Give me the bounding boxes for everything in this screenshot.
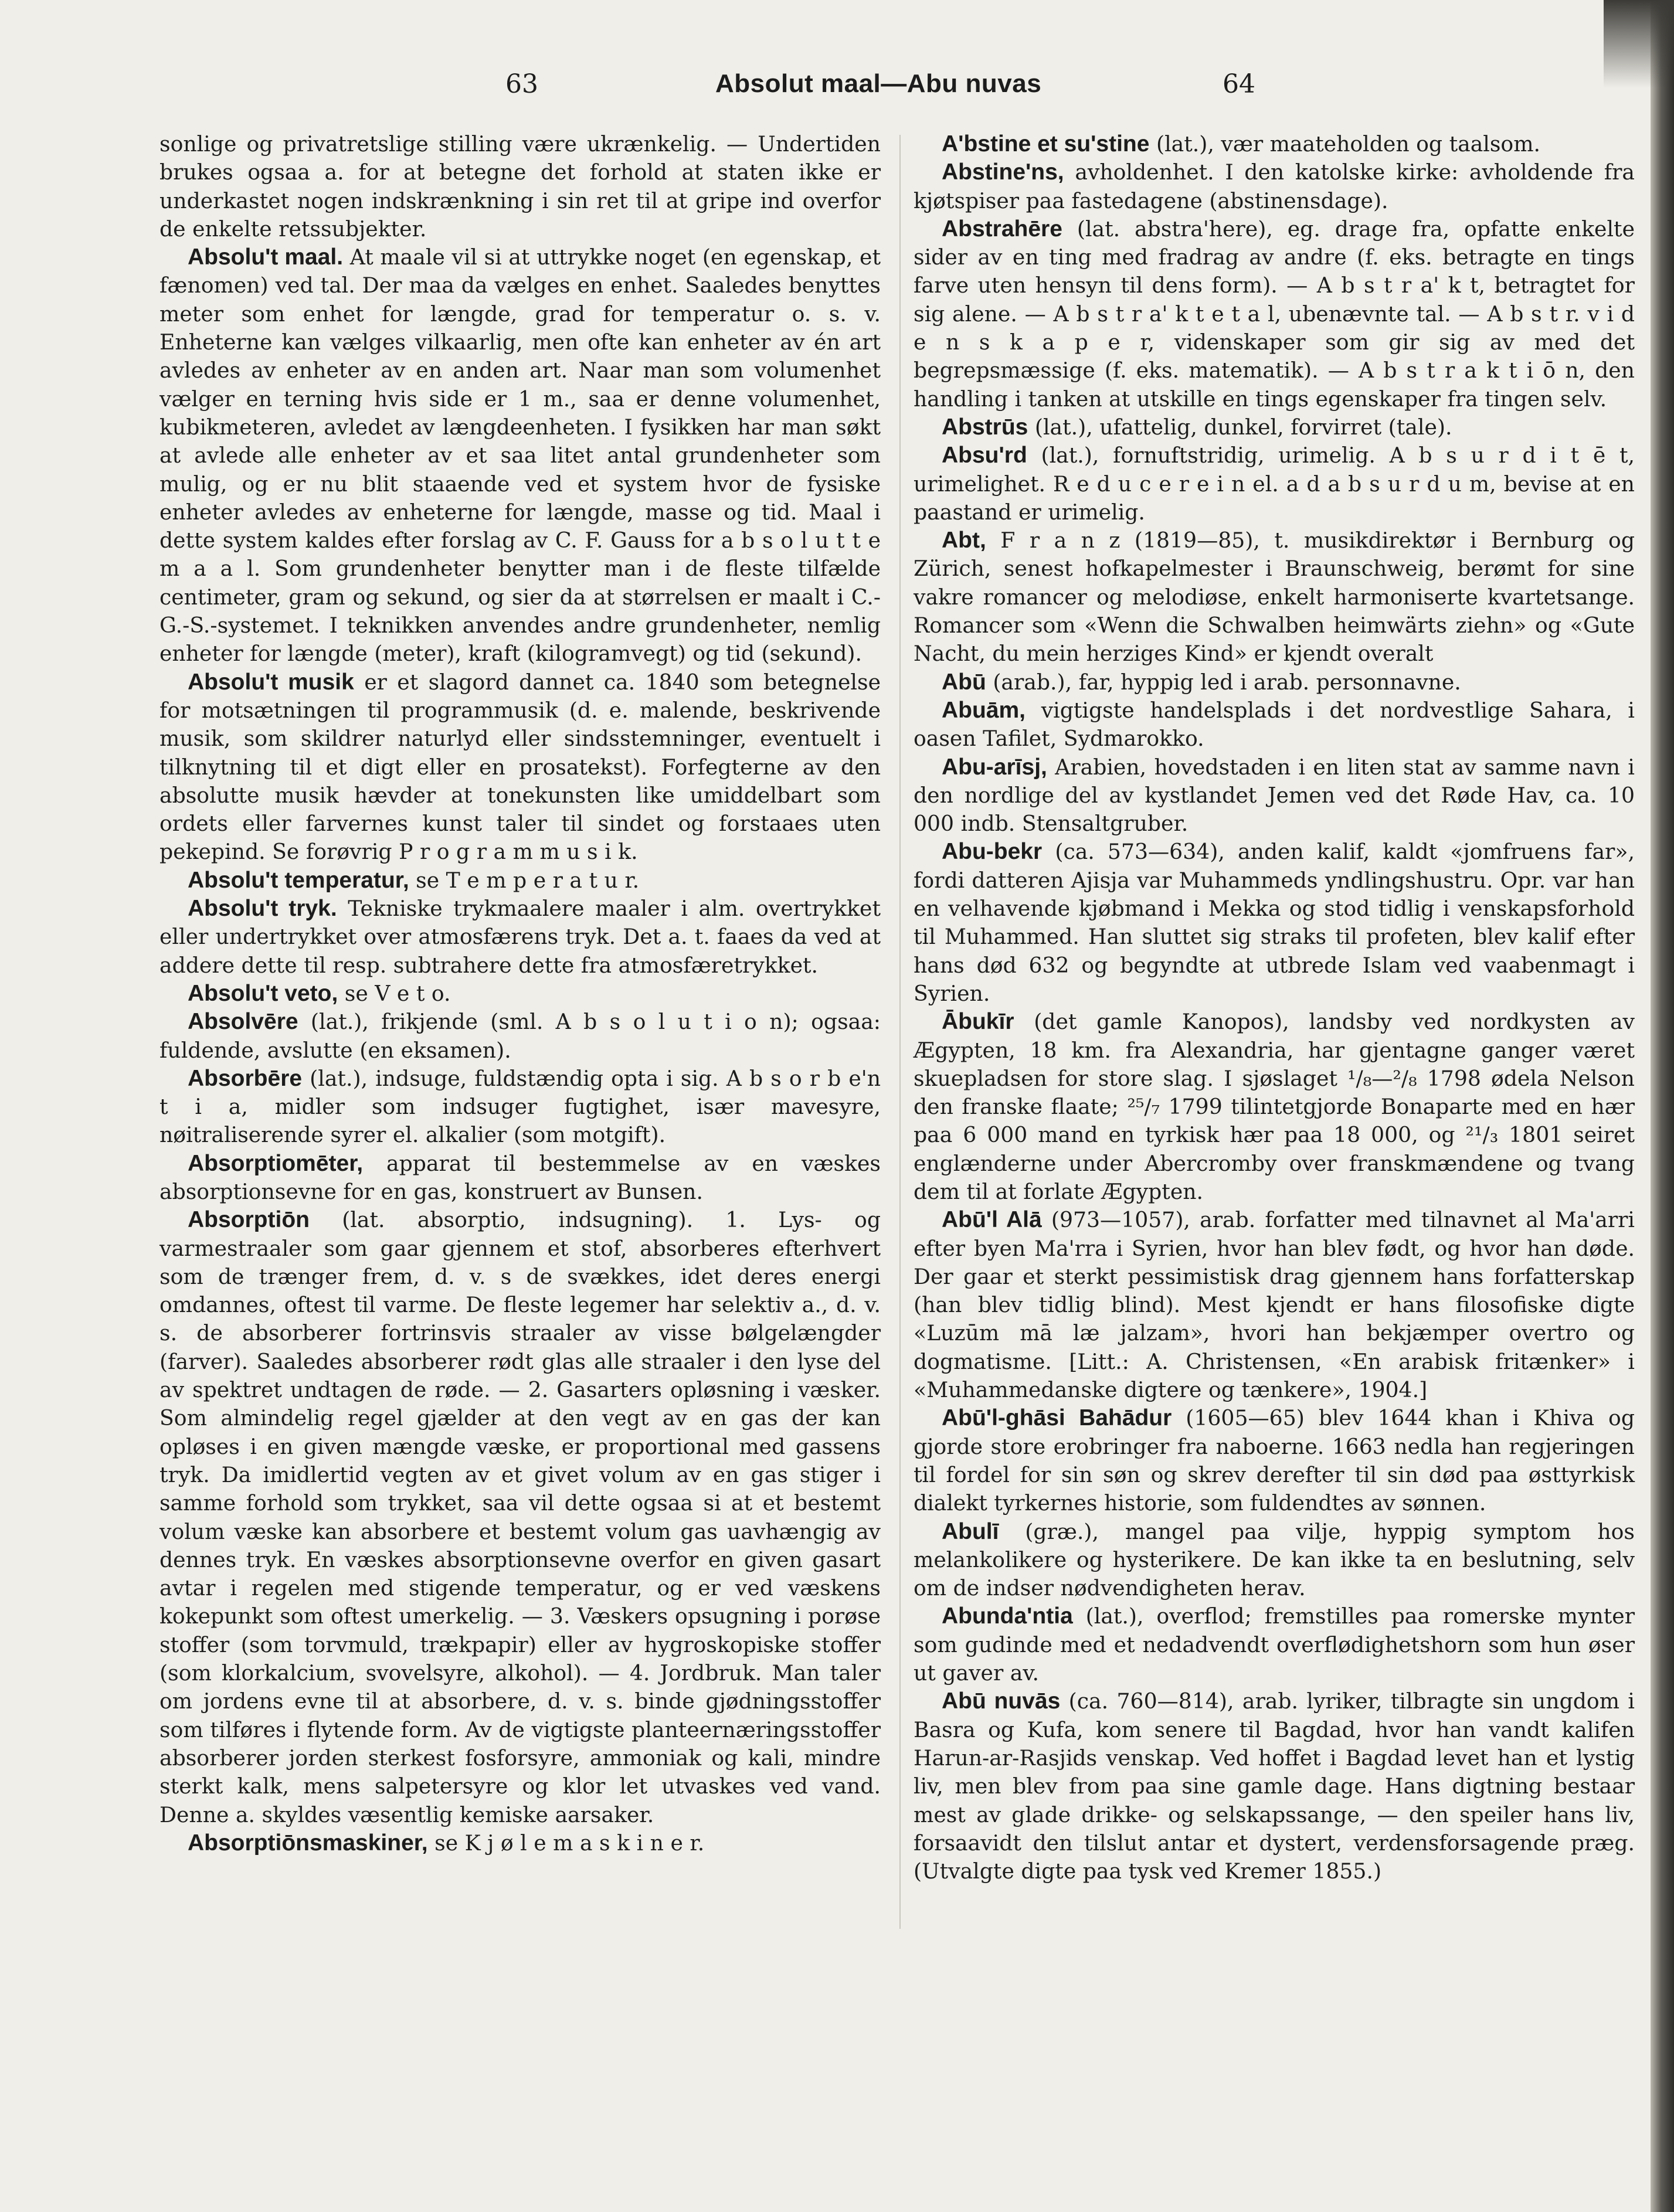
- dictionary-entry: [914, 441, 1635, 526]
- dictionary-entry: [159, 867, 881, 895]
- dictionary-entry: [914, 753, 1635, 838]
- entry-headword: Absorptiomēter,: [188, 1150, 364, 1176]
- entry-headword: Abū'l Alā: [942, 1207, 1042, 1233]
- entry-text: se T e m p e r a t u r.: [409, 867, 640, 893]
- entry-headword: Absolu't musik: [188, 669, 354, 695]
- entry-headword: Abū nuvās: [942, 1688, 1061, 1714]
- entry-text: se V e t o.: [338, 980, 451, 1006]
- entry-headword: Absolvēre: [188, 1009, 298, 1035]
- entry-text: (ca. 573—634), anden kalif, kaldt «jomfruens far», fordi datteren Ajisja var Muhammeds yndlingshustru. Opr. var han en velhavende kjøbmand i Mekka og stod tidlig i venskapsforhold til Muhammed. Han sluttet sig straks til profeten, blev kalif efter hans død 632 og begyndte at utbrede Islam ved vaabenmagt i Syrien.: [914, 839, 1635, 1006]
- entry-headword: Absolu't tryk.: [188, 896, 337, 922]
- page-edge-shadow: [1651, 0, 1674, 2212]
- entry-text: At maale vil si at uttrykke noget (en egenskap, et fænomen) ved tal. Der maa da vælges en enhet. Saaledes benyttes meter som enhet for længde, grad for temperatur o. s. v. Enheterne kan vælges vilkaarlig, men ofte kan enheter av én art avledes av enheter av en anden art. Naar man som volumenhet vælger en terning hvis side er 1 m., saa er denne volumenhet, kubikmeteren, avledet av længdeenheten. I fysikken har man søkt at avlede alle enheter av et saa litet antal grundenheter som mulig, og er nu blit staaende ved et system hvor de fysiske enheter avledes av enheterne for længde, masse og tid. Maal i dette system kaldes efter forslag av C. F. Gauss for a b s o l u t t e m a a l. Som grundenheter benytter man i de fleste tilfælde centimeter, gram og sekund, og sier da at størrelsen er maalt i C.-G.-S.-systemet. I teknikken anvendes andre grundenheter, nemlig enheter for længde (meter), kraft (kilogramvegt) og tid (sekund).: [159, 244, 881, 667]
- dictionary-entry: [914, 668, 1635, 696]
- entry-headword: Abulī: [942, 1518, 999, 1544]
- entry-text: (lat. absorptio, indsugning). 1. Lys- og varmestraaler som gaar gjennem et stof, absorberes efterhvert som de trænger frem, d. v. s de svækkes, idet deres energi omdannes, oftest til varme. De fleste legemer har selektiv a., d. v. s. de absorberer fortrinsvis straaler av visse bølgelængder (farver). Saaledes absorberer rødt glas alle straaler i den lyse del av spektret undtagen de røde. — 2. Gasarters opløsning i væsker. Som almindelig regel gjælder at den vegt av en gas der kan opløses i en given mængde væske, er proportional med gassens tryk. Da imidlertid vegten av et givet volum av en gas stiger i samme forhold som trykket, saa vil dette ogsaa si at et bestemt volum væske kan absorbere et bestemt volum gas uavhængig av dennes tryk. En væskes absorptionsevne overfor en given gasart avtar i regelen med stigende temperatur, og er ved væskens kokepunkt som oftest umerkelig. — 3. Væskers opsugning i porøse stoffer (som torvmuld, trækpapir) eller av hygroskopiske stoffer (som klorkalcium, svovelsyre, alkohol). — 4. Jordbruk. Man taler om jordens evne til at absorbere, d. v. s. binde gjødningsstoffer som tilføres i flytende form. Av de vigtigste planteernæringsstoffer absorberer jorden sterkest fosforsyre, ammoniak og kali, mindre sterkt kalk, mens salpetersyre og klor let utvaskes ved vand. Denne a. skyldes væsentlig kemiske aarsaker.: [159, 1207, 881, 1827]
- entry-text: (lat.), fornuftstridig, urimelig. A b s u r d i t ē t, urimelighet. R e d u c e r e i n el. a d a b s u r d u m, bevise at en paastand er urimelig.: [914, 443, 1635, 525]
- dictionary-entry: [159, 1150, 881, 1207]
- dictionary-entry: [159, 895, 881, 980]
- entry-text: se K j ø l e m a s k i n e r.: [427, 1830, 705, 1856]
- entry-text: Tekniske trykmaalere maaler i alm. overtrykket eller undertrykket over atmosfærens tryk. Det a. t. faaes da ved at addere dette til resp. subtrahere dette fra atmosfæretrykket.: [159, 896, 881, 978]
- entry-headword: Abt,: [942, 528, 986, 553]
- entry-headword: Abu-bekr: [942, 839, 1043, 865]
- entry-headword: Ābukīr: [942, 1009, 1014, 1035]
- entry-text: (det gamle Kanopos), landsby ved nordkysten av Ægypten, 18 km. fra Alexandria, har gjentagne ganger været skuepladsen for store slag. I sjøslaget ¹/₈—²/₈ 1798 ødela Nelson den franske flaate; ²⁵/₇ 1799 tilintetgjorde Bonaparte med en hær paa 6 000 mand en tyrkisk hær paa 18 000, og ²¹/₃ 1801 seiret englænderne under Abercromby over franskmændene og tvang dem til at forlate Ægypten.: [914, 1009, 1635, 1204]
- entry-headword: Absorptiōnsmaskiner,: [188, 1830, 428, 1856]
- entry-text: (lat.), frikjende (sml. A b s o l u t i o n); ogsaa: fuldende, avslutte (en eksamen).: [159, 1009, 881, 1063]
- entry-text: (lat.), indsuge, fuldstændig opta i sig. A b s o r b e'n t i a, midler som indsuger fugtighet, især mavesyre, nøitraliserende syrer el. alkalier (som motgift).: [159, 1065, 881, 1148]
- entry-text: (lat. abstra'here), eg. drage fra, opfatte enkelte sider av en ting med fradrag av andre (f. eks. betragte en tings farve uten hensyn til dens form). — A b s t r a' k t, betragtet for sig alene. — A b s t r a' k t e t a l, ubenævnte tal. — A b s t r. v i d e n s k a p e r, videnskaper som gir sig av med det begrepsmæssige (f. eks. matematik). — A b s t r a k t i ō n, den handling i tanken at utskille en tings egenskaper fra tingen selv.: [914, 216, 1635, 412]
- entry-text: sonlige og privatretslige stilling være ukrænkelig. — Undertiden brukes ogsaa a. for at betegne det forhold at staten ikke er underkastet nogen indskrænkning i sin ret til at gripe ind overfor de enkelte retssubjekter.: [159, 131, 881, 242]
- entry-headword: Abū: [942, 669, 986, 695]
- entry-headword: Absolu't veto,: [188, 980, 338, 1006]
- entry-headword: A'bstine et su'stine: [942, 131, 1150, 157]
- entry-text: avholdenhet. I den katolske kirke: avholdende fra kjøtspiser paa fastedagene (abstinensdage).: [914, 159, 1635, 213]
- entry-text: (lat.), vær maateholden og taalsom.: [1149, 131, 1541, 157]
- left-column: [159, 130, 881, 1857]
- page-corner-shadow: [1604, 0, 1674, 88]
- dictionary-entry: [914, 1008, 1635, 1206]
- entry-headword: Abstrūs: [942, 414, 1028, 440]
- running-header: [0, 69, 1651, 110]
- dictionary-entry: [914, 1687, 1635, 1885]
- entry-text: (1605—65) blev 1644 khan i Khiva og gjorde store erobringer fra naboerne. 1663 nedla han regjeringen til fordel for sin søn og skrev derefter til sin død paa østtyrkisk dialekt tyrkernes historie, som fuldendtes av sønnen.: [914, 1405, 1635, 1516]
- entry-text: F r a n z (1819—85), t. musikdirektør i Bernburg og Zürich, senest hofkapelmester i Braunschweig, berømt for sine vakre romancer og melodiøse, enkelt harmoniserte kvartetsange. Romancer som «Wenn die Schwalben heimwärts ziehn» og «Gute Nacht, du mein herziges Kind» er kjendt overalt: [914, 528, 1635, 667]
- dictionary-entry: [914, 1206, 1635, 1404]
- continued-paragraph: [159, 130, 881, 243]
- dictionary-entry: [914, 696, 1635, 753]
- entry-text: er et slagord dannet ca. 1840 som betegnelse for motsætningen til programmusik (d. e. malende, beskrivende musik, som skildrer naturlyd eller sindsstemninger, eventuelt i tilknytning til et digt eller en prosatekst). Forfegterne av den absolutte musik hævder at tonekunsten like umiddelbart som ordets eller farvernes kunst taler til sindet og forstaaes uten pekepind. Se forøvrig P r o g r a m m u s i k.: [159, 669, 881, 865]
- dictionary-entry: [159, 1008, 881, 1065]
- dictionary-entry: [914, 158, 1635, 215]
- entry-headword: Absorptiōn: [188, 1207, 310, 1233]
- entry-headword: Abuām,: [942, 697, 1026, 723]
- entry-text: (arab.), far, hyppig led i arab. personnavne.: [986, 669, 1461, 695]
- dictionary-entry: [159, 668, 881, 867]
- column-divider: [899, 135, 901, 1929]
- dictionary-entry: [914, 1602, 1635, 1687]
- dictionary-entry: [914, 413, 1635, 441]
- entry-text: vigtigste handelsplads i det nordvestlige Sahara, i oasen Tafilet, Sydmarokko.: [914, 697, 1635, 752]
- dictionary-entry: [159, 243, 881, 668]
- entry-headword: Abstine'ns,: [942, 159, 1064, 185]
- entry-text: (græ.), mangel paa vilje, hyppig symptom hos melankolikere og hysterikere. De kan ikke ta en beslutning, selv om de indser nødvendigheten herav.: [914, 1518, 1635, 1601]
- left-page-number: 63: [505, 69, 538, 99]
- dictionary-entry: [159, 1065, 881, 1150]
- dictionary-entry: [914, 1404, 1635, 1517]
- right-column: [914, 130, 1635, 1885]
- entry-text: apparat til bestemmelse av en væskes absorptionsevne for en gas, konstruert av Bunsen.: [159, 1150, 881, 1204]
- entry-text: (ca. 760—814), arab. lyriker, tilbragte sin ungdom i Basra og Kufa, kom senere til Bagdad, hvor han vandt kalifen Harun-ar-Rasjids venskap. Ved hoffet i Bagdad levet han et lystig liv, men blev from paa sine gamle dage. Hans digtning bestaar mest av glade drikke- og selskapssange, — den speiler hans liv, forsaavidt den tilslut antar et dystert, verdensforsagende præg. (Utvalgte digte paa tysk ved Kremer 1855.): [914, 1688, 1635, 1884]
- running-title: Absolut maal—Abu nuvas: [715, 69, 1042, 98]
- entry-text: (973—1057), arab. forfatter med tilnavnet al Ma'arri efter byen Ma'rra i Syrien, hvor han blev født, og hvor han døde. Der gaar et sterkt pessimistisk drag gjennem hans forfatterskap (han blev tidlig blind). Mest kjendt er hans filosofiske digte «Luzūm mā læ jalzam», hvori han bekjæmper overtro og dogmatisme. [Litt.: A. Christensen, «En arabisk fritænker» i «Muhammedanske digtere og tænkere», 1904.]: [914, 1207, 1635, 1403]
- dictionary-entry: [914, 130, 1635, 158]
- entry-headword: Absolu't temperatur,: [188, 867, 409, 893]
- entry-headword: Abstrahēre: [942, 216, 1062, 242]
- entry-headword: Absu'rd: [942, 443, 1027, 468]
- entry-headword: Absolu't maal.: [188, 244, 344, 270]
- dictionary-entry: [914, 526, 1635, 668]
- dictionary-entry: [914, 215, 1635, 413]
- dictionary-entry: [159, 1829, 881, 1857]
- dictionary-entry: [159, 1206, 881, 1829]
- entry-text: (lat.), overflod; fremstilles paa romerske mynter som gudinde med et nedadvendt overflødighetshorn som hun øser ut gaver av.: [914, 1603, 1635, 1686]
- right-page-number: 64: [1223, 69, 1255, 99]
- entry-text: (lat.), ufattelig, dunkel, forvirret (tale).: [1028, 414, 1452, 440]
- dictionary-entry: [914, 1518, 1635, 1603]
- dictionary-entry: [914, 838, 1635, 1008]
- entry-headword: Abū'l-ghāsi Bahādur: [942, 1405, 1172, 1431]
- entry-text: Arabien, hovedstaden i en liten stat av samme navn i den nordlige del av kystlandet Jemen ved det Røde Hav, ca. 10 000 indb. Stensaltgruber.: [914, 754, 1635, 837]
- entry-headword: Absorbēre: [188, 1065, 303, 1091]
- dictionary-entry: [159, 980, 881, 1008]
- entry-headword: Abu-arīsj,: [942, 754, 1047, 780]
- entry-headword: Abunda'ntia: [942, 1603, 1073, 1629]
